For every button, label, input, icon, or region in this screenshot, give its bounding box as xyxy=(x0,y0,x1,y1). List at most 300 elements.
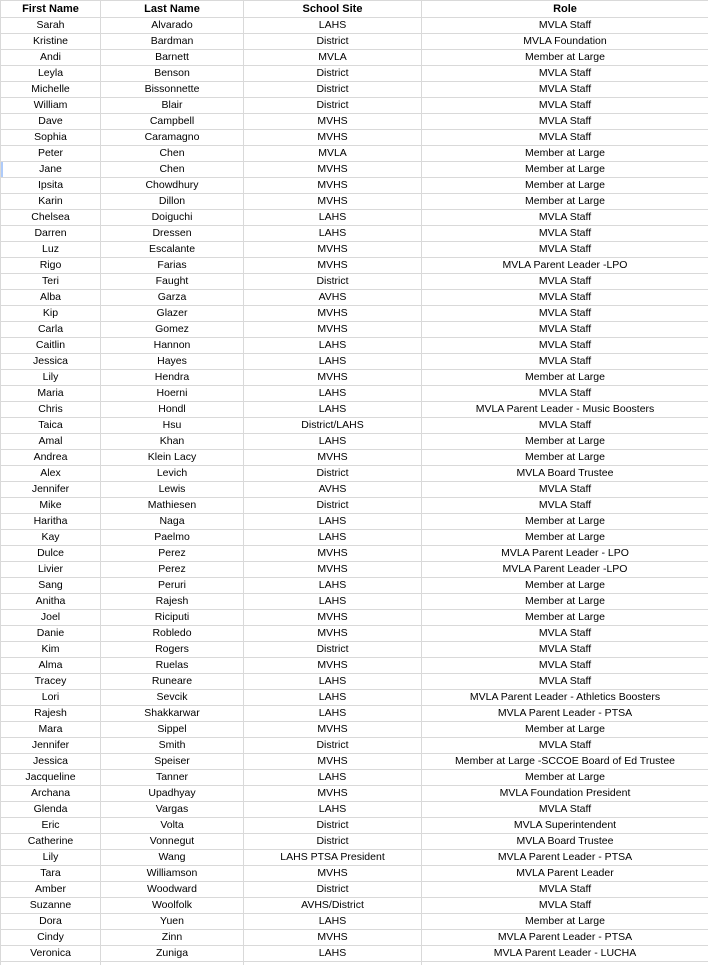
cell-first-name[interactable]: Sang xyxy=(1,578,101,594)
cell-last-name[interactable]: Dillon xyxy=(101,194,244,210)
cell-school-site[interactable]: MVHS xyxy=(244,626,422,642)
cell-last-name[interactable]: Upadhyay xyxy=(101,786,244,802)
cell-role[interactable]: MVLA Staff xyxy=(422,658,708,674)
cell-first-name[interactable]: Jessica xyxy=(1,354,101,370)
table-row xyxy=(1,818,708,834)
cell-first-name[interactable]: Danie xyxy=(1,626,101,642)
table-row xyxy=(1,130,708,146)
table-row xyxy=(1,162,708,178)
cell-last-name[interactable]: Faught xyxy=(101,274,244,290)
cell-role[interactable]: MVLA Staff xyxy=(422,802,708,818)
cell-last-name[interactable]: Tanner xyxy=(101,770,244,786)
cell-first-name[interactable]: Lily xyxy=(1,850,101,866)
cell-first-name[interactable]: Kim xyxy=(1,642,101,658)
cell-first-name[interactable]: Haritha xyxy=(1,514,101,530)
cell-first-name[interactable]: Anitha xyxy=(1,594,101,610)
table-row xyxy=(1,594,708,610)
cell-school-site[interactable]: LAHS xyxy=(244,226,422,242)
cell-first-name[interactable]: Teri xyxy=(1,274,101,290)
table-row xyxy=(1,18,708,34)
cell-school-site[interactable]: AVHS xyxy=(244,482,422,498)
cell-last-name[interactable]: Naga xyxy=(101,514,244,530)
column-header-role: Role xyxy=(422,1,708,18)
cell-first-name[interactable]: Archana xyxy=(1,786,101,802)
table-row xyxy=(1,610,708,626)
cell-first-name[interactable]: Sarah xyxy=(1,18,101,34)
cell-last-name[interactable]: Zuniga xyxy=(101,946,244,962)
cell-first-name[interactable]: Dora xyxy=(1,914,101,930)
cell-last-name[interactable]: Hoerni xyxy=(101,386,244,402)
cell-school-site[interactable]: LAHS xyxy=(244,386,422,402)
table-row xyxy=(1,178,708,194)
cell-first-name[interactable]: Taica xyxy=(1,418,101,434)
cell-first-name[interactable]: Michelle xyxy=(1,82,101,98)
cell-first-name[interactable]: Tara xyxy=(1,866,101,882)
cell-role[interactable]: Member at Large xyxy=(422,914,708,930)
cell-last-name[interactable]: Chowdhury xyxy=(101,178,244,194)
cell-last-name[interactable]: Zinn xyxy=(101,930,244,946)
cell-school-site[interactable]: MVHS xyxy=(244,114,422,130)
cell-school-site[interactable]: LAHS xyxy=(244,594,422,610)
cell-school-site[interactable]: MVHS xyxy=(244,178,422,194)
table-row xyxy=(1,386,708,402)
cell-role[interactable]: MVLA Staff xyxy=(422,242,708,258)
cell-first-name[interactable]: Chris xyxy=(1,402,101,418)
cell-school-site[interactable]: District xyxy=(244,834,422,850)
cell-first-name[interactable]: Chelsea xyxy=(1,210,101,226)
cell-school-site[interactable]: LAHS xyxy=(244,18,422,34)
cell-first-name[interactable]: Carla xyxy=(1,322,101,338)
cell-role[interactable]: MVLA Parent Leader -LPO xyxy=(422,258,708,274)
table-row xyxy=(1,306,708,322)
table-row xyxy=(1,226,708,242)
cell-role[interactable]: Member at Large -SCCOE Board of Ed Trustee xyxy=(422,754,708,770)
cell-last-name[interactable]: Speiser xyxy=(101,754,244,770)
cell-last-name[interactable]: Garza xyxy=(101,290,244,306)
cell-last-name[interactable]: Perez xyxy=(101,546,244,562)
cell-school-site[interactable]: LAHS xyxy=(244,210,422,226)
cell-school-site[interactable]: MVHS xyxy=(244,562,422,578)
table-row xyxy=(1,690,708,706)
table-row xyxy=(1,322,708,338)
table-row xyxy=(1,898,708,914)
cell-school-site[interactable]: LAHS xyxy=(244,946,422,962)
cell-role[interactable]: Member at Large xyxy=(422,530,708,546)
cell-last-name[interactable]: Vargas xyxy=(101,802,244,818)
cell-first-name[interactable]: Glenda xyxy=(1,802,101,818)
cell-first-name[interactable]: Jennifer xyxy=(1,482,101,498)
cell-role[interactable]: MVLA Staff xyxy=(422,418,708,434)
cell-first-name[interactable]: Kristine xyxy=(1,34,101,50)
table-row xyxy=(1,802,708,818)
cell-first-name[interactable]: Alba xyxy=(1,290,101,306)
cell-first-name[interactable]: Leyla xyxy=(1,66,101,82)
table-row xyxy=(1,370,708,386)
cell-role[interactable]: Member at Large xyxy=(422,594,708,610)
cell-role[interactable]: MVLA Staff xyxy=(422,738,708,754)
header-row xyxy=(1,1,708,18)
table-row xyxy=(1,66,708,82)
table-body xyxy=(1,18,708,965)
cell-first-name[interactable]: Livier xyxy=(1,562,101,578)
table-row xyxy=(1,242,708,258)
cell-role[interactable]: MVLA Staff xyxy=(422,114,708,130)
cell-last-name[interactable]: Farias xyxy=(101,258,244,274)
cell-first-name[interactable]: Andrea xyxy=(1,450,101,466)
cell-first-name[interactable]: Karin xyxy=(1,194,101,210)
cell-school-site[interactable]: District xyxy=(244,34,422,50)
cell-last-name[interactable]: Volta xyxy=(101,818,244,834)
cell-role[interactable]: MVLA Parent Leader - Music Boosters xyxy=(422,402,708,418)
cell-last-name[interactable]: Hsu xyxy=(101,418,244,434)
cell-last-name[interactable]: Lewis xyxy=(101,482,244,498)
table-row xyxy=(1,866,708,882)
cell-role[interactable]: Member at Large xyxy=(422,434,708,450)
cell-school-site[interactable]: LAHS PTSA President xyxy=(244,850,422,866)
empty-partial-row xyxy=(1,962,708,965)
cell-school-site[interactable]: LAHS xyxy=(244,690,422,706)
cell-school-site[interactable]: MVHS xyxy=(244,242,422,258)
cell-first-name[interactable]: Lily xyxy=(1,370,101,386)
cell-school-site[interactable]: District xyxy=(244,98,422,114)
cell-school-site[interactable]: District xyxy=(244,466,422,482)
cell-first-name[interactable]: Rigo xyxy=(1,258,101,274)
cell-school-site[interactable]: District xyxy=(244,738,422,754)
cell-role[interactable]: MVLA Parent Leader - Athletics Boosters xyxy=(422,690,708,706)
cell-last-name[interactable]: Gomez xyxy=(101,322,244,338)
table-row xyxy=(1,274,708,290)
cell-first-name[interactable]: Kip xyxy=(1,306,101,322)
table-row xyxy=(1,210,708,226)
cell-last-name[interactable]: Bissonnette xyxy=(101,82,244,98)
cell-role[interactable]: MVLA Staff xyxy=(422,306,708,322)
cell-role[interactable]: Member at Large xyxy=(422,370,708,386)
cell-last-name[interactable]: Paelmo xyxy=(101,530,244,546)
cell-school-site[interactable]: District xyxy=(244,882,422,898)
cell-first-name[interactable]: Alma xyxy=(1,658,101,674)
cell-school-site[interactable]: LAHS xyxy=(244,770,422,786)
cell-first-name[interactable]: Caitlin xyxy=(1,338,101,354)
cell-school-site[interactable]: LAHS xyxy=(244,514,422,530)
cell-last-name[interactable]: Woolfolk xyxy=(101,898,244,914)
cell-first-name[interactable]: Dave xyxy=(1,114,101,130)
cell-last-name[interactable]: Blair xyxy=(101,98,244,114)
cell-last-name[interactable]: Sevcik xyxy=(101,690,244,706)
table-row xyxy=(1,418,708,434)
table-row xyxy=(1,98,708,114)
cell-school-site[interactable]: MVHS xyxy=(244,786,422,802)
cell-first-name[interactable]: William xyxy=(1,98,101,114)
cell-last-name[interactable]: Sippel xyxy=(101,722,244,738)
cell-last-name[interactable]: Riciputi xyxy=(101,610,244,626)
cell-role[interactable]: MVLA Staff xyxy=(422,882,708,898)
table-row xyxy=(1,34,708,50)
table-row xyxy=(1,770,708,786)
cell-school-site[interactable]: MVHS xyxy=(244,194,422,210)
cell-school-site[interactable]: LAHS xyxy=(244,354,422,370)
cell-first-name[interactable]: Darren xyxy=(1,226,101,242)
cell-school-site[interactable]: MVHS xyxy=(244,754,422,770)
cell-last-name[interactable]: Rogers xyxy=(101,642,244,658)
cell-school-site[interactable]: MVHS xyxy=(244,866,422,882)
cell-school-site[interactable]: MVLA xyxy=(244,146,422,162)
cell-school-site[interactable]: District xyxy=(244,82,422,98)
cell-school-site[interactable]: MVHS xyxy=(244,258,422,274)
cell-first-name[interactable]: Suzanne xyxy=(1,898,101,914)
cell-school-site[interactable]: AVHS/District xyxy=(244,898,422,914)
table-row xyxy=(1,402,708,418)
column-header-first-name: First Name xyxy=(1,1,101,18)
cell-first-name[interactable]: Joel xyxy=(1,610,101,626)
cell-last-name[interactable]: Smith xyxy=(101,738,244,754)
cell-role[interactable]: MVLA Staff xyxy=(422,338,708,354)
table-row xyxy=(1,834,708,850)
cell-role[interactable]: Member at Large xyxy=(422,578,708,594)
cell-school-site[interactable]: District xyxy=(244,642,422,658)
cell-role[interactable]: MVLA Staff xyxy=(422,18,708,34)
cell-role[interactable]: MVLA Foundation President xyxy=(422,786,708,802)
cell-first-name[interactable]: Lori xyxy=(1,690,101,706)
cell-role[interactable]: MVLA Foundation xyxy=(422,34,708,50)
table-row xyxy=(1,290,708,306)
cell-last-name[interactable]: Campbell xyxy=(101,114,244,130)
empty-cell-school-site[interactable] xyxy=(244,962,422,965)
cell-last-name[interactable]: Dressen xyxy=(101,226,244,242)
cell-first-name[interactable]: Tracey xyxy=(1,674,101,690)
cell-last-name[interactable]: Hendra xyxy=(101,370,244,386)
cell-school-site[interactable]: District xyxy=(244,274,422,290)
cell-role[interactable]: Member at Large xyxy=(422,162,708,178)
empty-cell-first-name[interactable] xyxy=(1,962,101,965)
cell-last-name[interactable]: Barnett xyxy=(101,50,244,66)
cell-last-name[interactable]: Vonnegut xyxy=(101,834,244,850)
cell-first-name[interactable]: Eric xyxy=(1,818,101,834)
table-row xyxy=(1,466,708,482)
cell-school-site[interactable]: MVHS xyxy=(244,130,422,146)
table-row xyxy=(1,674,708,690)
cell-role[interactable]: MVLA Staff xyxy=(422,482,708,498)
cell-school-site[interactable]: MVHS xyxy=(244,610,422,626)
cell-school-site[interactable]: MVHS xyxy=(244,306,422,322)
cell-last-name[interactable]: Levich xyxy=(101,466,244,482)
table-row xyxy=(1,930,708,946)
cell-role[interactable]: MVLA Staff xyxy=(422,386,708,402)
table-row xyxy=(1,498,708,514)
cell-last-name[interactable]: Runeare xyxy=(101,674,244,690)
cell-last-name[interactable]: Williamson xyxy=(101,866,244,882)
cell-last-name[interactable]: Benson xyxy=(101,66,244,82)
cell-school-site[interactable]: LAHS xyxy=(244,674,422,690)
cell-first-name[interactable]: Amal xyxy=(1,434,101,450)
cell-role[interactable]: MVLA Superintendent xyxy=(422,818,708,834)
cell-role[interactable]: Member at Large xyxy=(422,194,708,210)
cell-first-name[interactable]: Andi xyxy=(1,50,101,66)
cell-first-name[interactable]: Jessica xyxy=(1,754,101,770)
cell-last-name[interactable]: Wang xyxy=(101,850,244,866)
cell-role[interactable]: Member at Large xyxy=(422,514,708,530)
cell-school-site[interactable]: MVHS xyxy=(244,370,422,386)
column-header-school-site: School Site xyxy=(244,1,422,18)
cell-role[interactable]: Member at Large xyxy=(422,146,708,162)
cell-school-site[interactable]: LAHS xyxy=(244,338,422,354)
table-row xyxy=(1,850,708,866)
cell-first-name[interactable]: Dulce xyxy=(1,546,101,562)
cell-role[interactable]: MVLA Staff xyxy=(422,322,708,338)
table-row xyxy=(1,738,708,754)
table-row xyxy=(1,450,708,466)
table-row xyxy=(1,914,708,930)
cell-first-name[interactable]: Amber xyxy=(1,882,101,898)
cell-school-site[interactable]: MVHS xyxy=(244,162,422,178)
cell-school-site[interactable]: MVHS xyxy=(244,450,422,466)
cell-last-name[interactable]: Doiguchi xyxy=(101,210,244,226)
cell-role[interactable]: Member at Large xyxy=(422,610,708,626)
cell-role[interactable]: MVLA Parent Leader - PTSA xyxy=(422,850,708,866)
table-row xyxy=(1,258,708,274)
empty-cell-role[interactable] xyxy=(422,962,708,965)
cell-first-name[interactable]: Sophia xyxy=(1,130,101,146)
cell-first-name[interactable]: Alex xyxy=(1,466,101,482)
cell-last-name[interactable]: Chen xyxy=(101,146,244,162)
column-header-last-name: Last Name xyxy=(101,1,244,18)
cell-role[interactable]: MVLA Staff xyxy=(422,98,708,114)
cell-first-name[interactable]: Jennifer xyxy=(1,738,101,754)
cell-school-site[interactable]: MVLA xyxy=(244,50,422,66)
cell-last-name[interactable]: Hondl xyxy=(101,402,244,418)
cell-last-name[interactable]: Robledo xyxy=(101,626,244,642)
cell-last-name[interactable]: Chen xyxy=(101,162,244,178)
table-row xyxy=(1,578,708,594)
cell-role[interactable]: MVLA Staff xyxy=(422,642,708,658)
cell-role[interactable]: MVLA Staff xyxy=(422,210,708,226)
table-row xyxy=(1,722,708,738)
table-row xyxy=(1,530,708,546)
cell-role[interactable]: MVLA Staff xyxy=(422,130,708,146)
cell-role[interactable]: MVLA Parent Leader - PTSA xyxy=(422,706,708,722)
empty-cell-last-name[interactable] xyxy=(101,962,244,965)
cell-role[interactable]: MVLA Staff xyxy=(422,674,708,690)
cell-last-name[interactable]: Escalante xyxy=(101,242,244,258)
cell-role[interactable]: Member at Large xyxy=(422,722,708,738)
cell-last-name[interactable]: Bardman xyxy=(101,34,244,50)
cell-school-site[interactable]: District xyxy=(244,498,422,514)
cell-first-name[interactable]: Mara xyxy=(1,722,101,738)
cell-last-name[interactable]: Hayes xyxy=(101,354,244,370)
cell-school-site[interactable]: District xyxy=(244,66,422,82)
cell-first-name[interactable]: Veronica xyxy=(1,946,101,962)
cell-first-name[interactable]: Luz xyxy=(1,242,101,258)
cell-school-site[interactable]: MVHS xyxy=(244,930,422,946)
cell-school-site[interactable]: District/LAHS xyxy=(244,418,422,434)
table-row xyxy=(1,626,708,642)
cell-school-site[interactable]: AVHS xyxy=(244,290,422,306)
table-row xyxy=(1,642,708,658)
cell-role[interactable]: MVLA Staff xyxy=(422,354,708,370)
cell-last-name[interactable]: Glazer xyxy=(101,306,244,322)
cell-role[interactable]: MVLA Staff xyxy=(422,290,708,306)
table-row xyxy=(1,706,708,722)
cell-role[interactable]: Member at Large xyxy=(422,450,708,466)
cell-last-name[interactable]: Peruri xyxy=(101,578,244,594)
cell-first-name[interactable]: Jane xyxy=(1,162,101,178)
cell-last-name[interactable]: Woodward xyxy=(101,882,244,898)
cell-role[interactable]: MVLA Parent Leader xyxy=(422,866,708,882)
cell-last-name[interactable]: Ruelas xyxy=(101,658,244,674)
cell-role[interactable]: Member at Large xyxy=(422,178,708,194)
cell-role[interactable]: Member at Large xyxy=(422,50,708,66)
cell-school-site[interactable]: LAHS xyxy=(244,802,422,818)
cell-role[interactable]: MVLA Staff xyxy=(422,626,708,642)
table-row xyxy=(1,50,708,66)
cell-role[interactable]: Member at Large xyxy=(422,770,708,786)
cell-last-name[interactable]: Yuen xyxy=(101,914,244,930)
cell-school-site[interactable]: LAHS xyxy=(244,914,422,930)
cell-role[interactable]: MVLA Parent Leader -LPO xyxy=(422,562,708,578)
cell-first-name[interactable]: Mike xyxy=(1,498,101,514)
cell-first-name[interactable]: Catherine xyxy=(1,834,101,850)
cell-last-name[interactable]: Shakkarwar xyxy=(101,706,244,722)
cell-school-site[interactable]: MVHS xyxy=(244,546,422,562)
cell-last-name[interactable]: Perez xyxy=(101,562,244,578)
cell-role[interactable]: MVLA Staff xyxy=(422,226,708,242)
cell-role[interactable]: MVLA Board Trustee xyxy=(422,834,708,850)
table-row xyxy=(1,562,708,578)
cell-school-site[interactable]: MVHS xyxy=(244,658,422,674)
table-row xyxy=(1,354,708,370)
cell-school-site[interactable]: LAHS xyxy=(244,434,422,450)
cell-role[interactable]: MVLA Parent Leader - LUCHA xyxy=(422,946,708,962)
cell-last-name[interactable]: Rajesh xyxy=(101,594,244,610)
table-row xyxy=(1,946,708,962)
cell-school-site[interactable]: LAHS xyxy=(244,578,422,594)
cell-last-name[interactable]: Alvarado xyxy=(101,18,244,34)
table-row xyxy=(1,338,708,354)
cell-last-name[interactable]: Hannon xyxy=(101,338,244,354)
cell-role[interactable]: MVLA Parent Leader - PTSA xyxy=(422,930,708,946)
cell-first-name[interactable]: Jacqueline xyxy=(1,770,101,786)
table-row xyxy=(1,882,708,898)
table-row xyxy=(1,786,708,802)
cell-last-name[interactable]: Klein Lacy xyxy=(101,450,244,466)
cell-role[interactable]: MVLA Staff xyxy=(422,274,708,290)
cell-school-site[interactable]: LAHS xyxy=(244,530,422,546)
cell-last-name[interactable]: Khan xyxy=(101,434,244,450)
cell-last-name[interactable]: Caramagno xyxy=(101,130,244,146)
cell-first-name[interactable]: Rajesh xyxy=(1,706,101,722)
cell-first-name[interactable]: Maria xyxy=(1,386,101,402)
cell-first-name[interactable]: Peter xyxy=(1,146,101,162)
cell-role[interactable]: MVLA Staff xyxy=(422,498,708,514)
table-row xyxy=(1,194,708,210)
cell-first-name[interactable]: Ipsita xyxy=(1,178,101,194)
cell-school-site[interactable]: LAHS xyxy=(244,706,422,722)
table-row xyxy=(1,482,708,498)
cell-school-site[interactable]: District xyxy=(244,818,422,834)
cell-first-name[interactable]: Cindy xyxy=(1,930,101,946)
cell-first-name[interactable]: Kay xyxy=(1,530,101,546)
table-row xyxy=(1,82,708,98)
cell-role[interactable]: MVLA Staff xyxy=(422,898,708,914)
cell-school-site[interactable]: LAHS xyxy=(244,402,422,418)
cell-role[interactable]: MVLA Board Trustee xyxy=(422,466,708,482)
cell-role[interactable]: MVLA Staff xyxy=(422,82,708,98)
table-row xyxy=(1,146,708,162)
cell-school-site[interactable]: MVHS xyxy=(244,722,422,738)
cell-school-site[interactable]: MVHS xyxy=(244,322,422,338)
cell-role[interactable]: MVLA Staff xyxy=(422,66,708,82)
cell-last-name[interactable]: Mathiesen xyxy=(101,498,244,514)
cell-role[interactable]: MVLA Parent Leader - LPO xyxy=(422,546,708,562)
